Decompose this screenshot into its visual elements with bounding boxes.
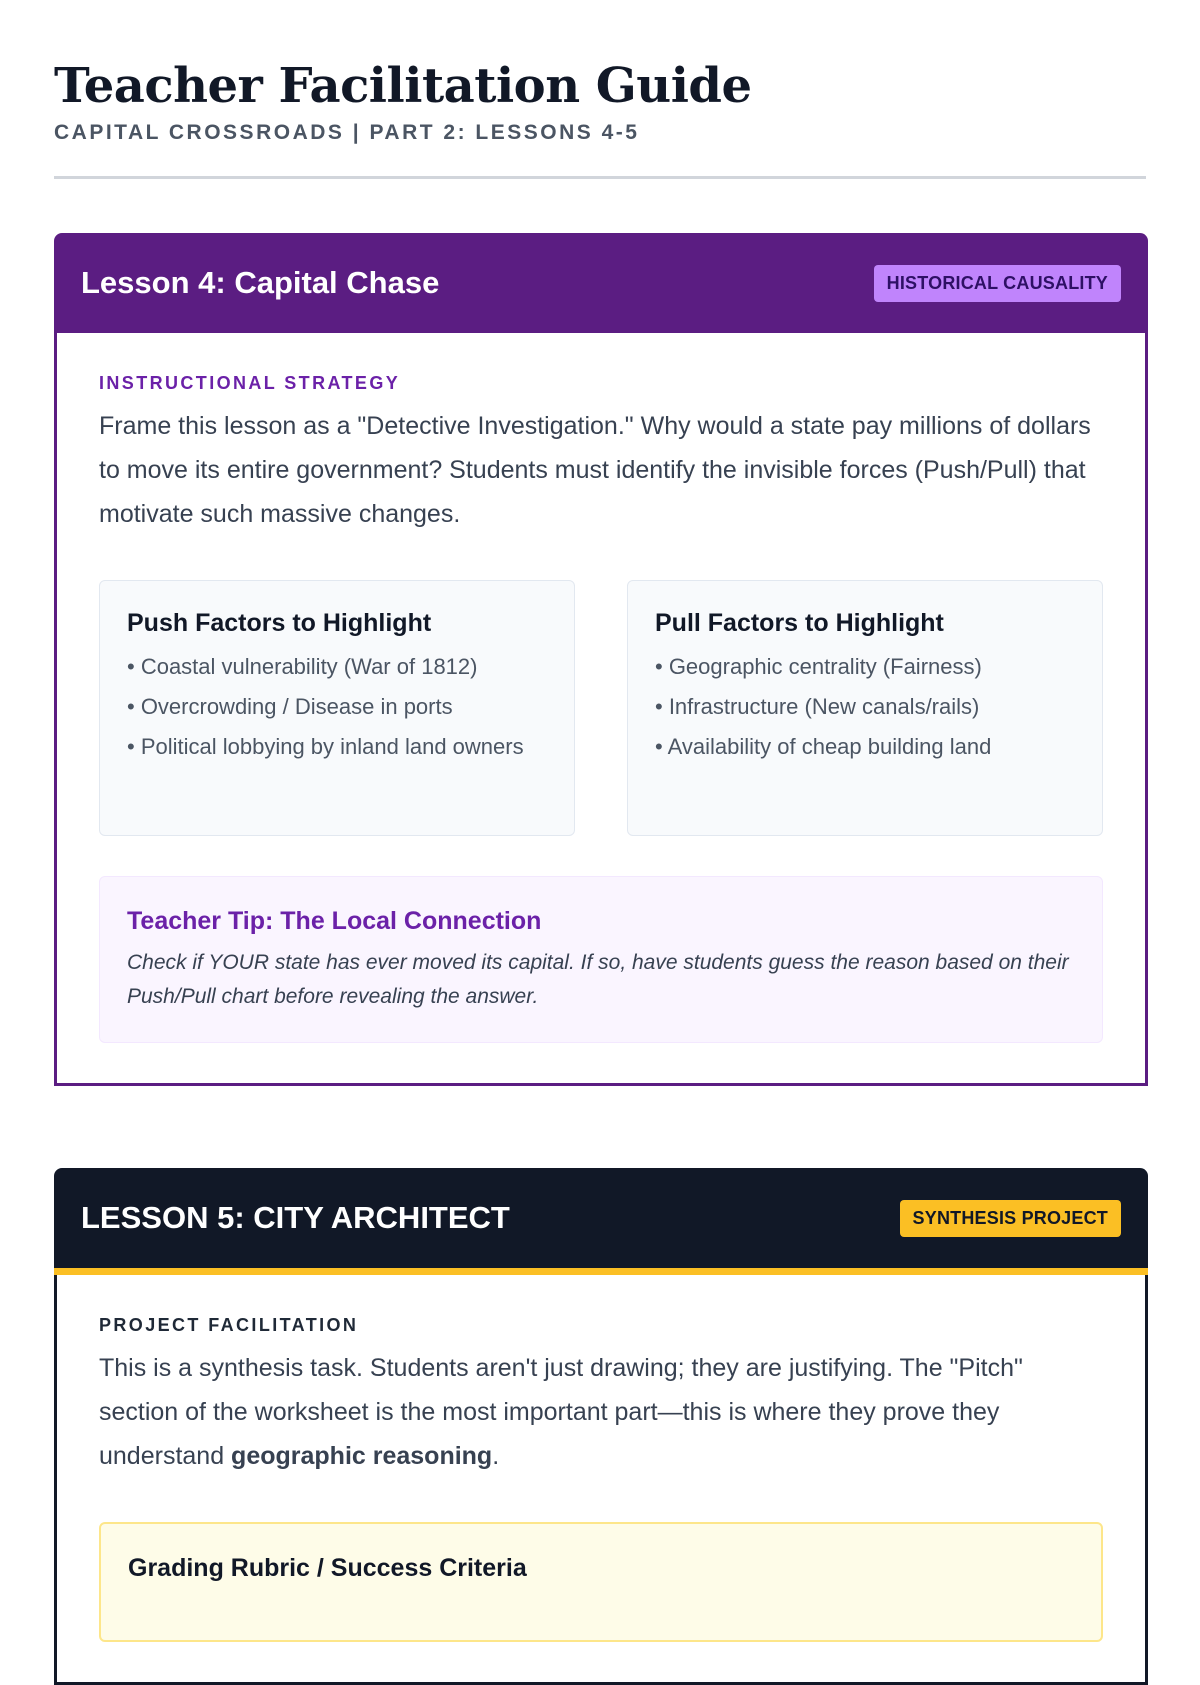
lesson-4-badge: HISTORICAL CAUSALITY [874, 265, 1121, 302]
pull-factor-item: • Infrastructure (New canals/rails) [655, 694, 980, 719]
pull-factors-title: Pull Factors to Highlight [655, 609, 944, 637]
pull-factor-item: • Availability of cheap building land [655, 734, 992, 759]
pull-factors-box [627, 580, 1103, 836]
lesson-5-card [54, 1168, 1148, 1685]
push-factors-title: Push Factors to Highlight [127, 609, 432, 637]
lesson-4-body [54, 333, 1148, 1086]
lesson-5-header [54, 1168, 1148, 1275]
pull-factor-item: • Geographic centrality (Fairness) [655, 654, 982, 679]
teacher-tip-box [99, 876, 1103, 1043]
teacher-tip-text: Check if YOUR state has ever moved its capital. If so, have students guess the reason based on their Push/Pull chart before revealing the answer. [127, 951, 1069, 1008]
lesson-4-header [54, 233, 1148, 333]
project-text-bold: geographic reasoning [231, 1442, 493, 1470]
push-factor-item: • Coastal vulnerability (War of 1812) [127, 654, 478, 679]
push-factors-box [99, 580, 575, 836]
project-facilitation-text [99, 1346, 1103, 1478]
lesson-5-body [54, 1275, 1148, 1685]
push-factor-item: • Political lobbying by inland land owners [127, 734, 524, 759]
lesson-5-badge: SYNTHESIS PROJECT [900, 1200, 1121, 1237]
grading-rubric-box [99, 1522, 1103, 1642]
project-text-end: . [492, 1442, 500, 1470]
project-facilitation-label: PROJECT FACILITATION [99, 1315, 359, 1335]
header-divider [54, 176, 1146, 179]
teacher-tip-title: Teacher Tip: The Local Connection [127, 907, 542, 935]
lesson-5-title: LESSON 5: CITY ARCHITECT [81, 1200, 510, 1235]
instructional-strategy-text: Frame this lesson as a "Detective Investigation." Why would a state pay millions of dollars to move its entire government? Students must identify the invisible forces (Push/Pull) that motivate such massive changes. [99, 412, 1091, 528]
factor-row [99, 580, 1103, 836]
page-title: Teacher Facilitation Guide [54, 58, 752, 114]
project-text-start: This is a synthesis task. Students aren't just drawing; they are justifying. The "Pitch" section of the worksheet is the most important part—this is where they prove they understand [99, 1354, 1023, 1470]
instructional-strategy-label: INSTRUCTIONAL STRATEGY [99, 373, 401, 393]
page-subtitle: CAPITAL CROSSROADS | PART 2: LESSONS 4-5 [54, 121, 640, 144]
push-factor-item: • Overcrowding / Disease in ports [127, 694, 453, 719]
lesson-4-title: Lesson 4: Capital Chase [81, 265, 440, 300]
lesson-4-card [54, 233, 1148, 1086]
grading-rubric-title: Grading Rubric / Success Criteria [128, 1554, 527, 1582]
